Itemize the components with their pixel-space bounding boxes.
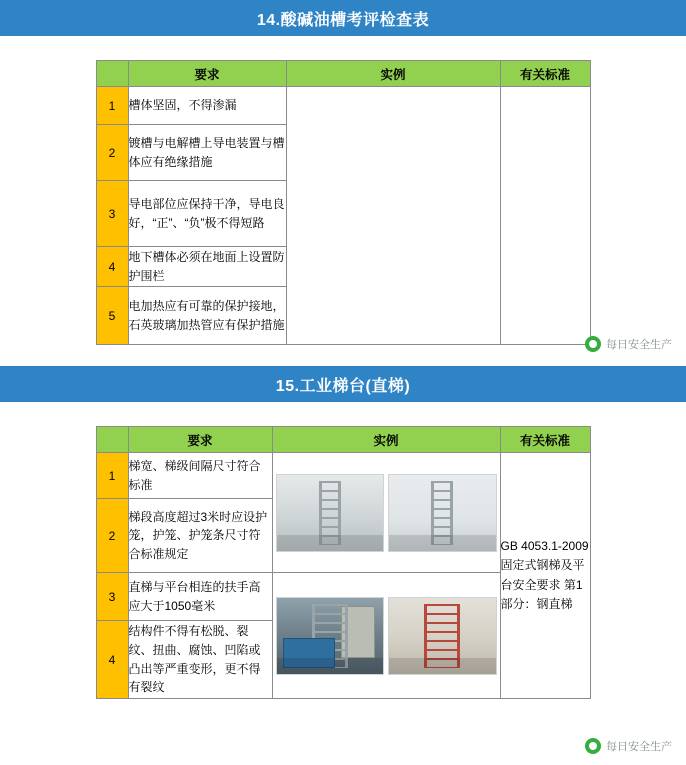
standard-cell-14	[500, 87, 590, 345]
section-title: 14.酸碱油槽考评检查表	[256, 11, 430, 29]
checklist-table-15	[96, 426, 591, 699]
column-header-standard: 有关标准	[500, 61, 590, 87]
photo-grid-top	[273, 471, 500, 555]
section-title: 15.工业梯台(直梯)	[275, 377, 411, 395]
column-header-requirement: 要求	[128, 427, 272, 453]
row-requirement: 电加热应有可靠的保护接地，石英玻璃加热管应有保护措施	[128, 287, 286, 345]
row-index: 2	[96, 125, 128, 181]
brand-logo-icon	[585, 336, 601, 352]
column-header-index	[96, 61, 128, 87]
row-index: 5	[96, 287, 128, 345]
photo-caption	[279, 663, 335, 673]
row-requirement: 槽体坚固，不得渗漏	[128, 87, 286, 125]
row-index: 1	[96, 453, 128, 499]
photo-ladder-equipment	[276, 597, 385, 675]
column-header-standard: 有关标准	[500, 427, 590, 453]
watermark-14	[585, 336, 672, 352]
example-cell-14	[286, 87, 500, 345]
row-index: 3	[96, 181, 128, 247]
column-header-requirement: 要求	[128, 61, 286, 87]
standard-cell-15: GB 4053.1-2009 固定式钢梯及平台安全要求 第1部分：钢直梯	[500, 453, 590, 699]
watermark-label: 每日安全生产	[606, 741, 672, 753]
photo-caption	[391, 663, 447, 673]
table-row	[96, 87, 590, 125]
checklist-table-14	[96, 60, 591, 345]
table-header-row	[96, 427, 590, 453]
photo-grid-bottom	[273, 594, 500, 678]
row-index: 4	[96, 247, 128, 287]
row-requirement: 梯段高度超过3米时应设护笼，护笼、护笼条尺寸符合标准规定	[128, 499, 272, 573]
row-requirement: 地下槽体必须在地面上设置防护围栏	[128, 247, 286, 287]
row-requirement: 结构件不得有松脱、裂纹、扭曲、腐蚀、凹陷或凸出等严重变形，更不得有裂纹	[128, 621, 272, 699]
table-header-row	[96, 61, 590, 87]
photo-caption	[391, 540, 442, 550]
photo-caption	[279, 540, 330, 550]
column-header-example: 实例	[286, 61, 500, 87]
brand-logo-icon	[585, 738, 601, 754]
row-requirement: 直梯与平台相连的扶手高应大于1050毫米	[128, 573, 272, 621]
column-header-example: 实例	[272, 427, 500, 453]
row-requirement: 镀槽与电解槽上导电装置与槽体应有绝缘措施	[128, 125, 286, 181]
watermark-15	[585, 738, 672, 754]
table-row	[96, 453, 590, 499]
photo-ladder-wall	[276, 474, 385, 552]
photo-ladder-indoor	[388, 474, 497, 552]
row-index: 4	[96, 621, 128, 699]
example-cell-photos-top	[272, 453, 500, 573]
row-requirement: 梯宽、梯级间隔尺寸符合标准	[128, 453, 272, 499]
example-cell-photos-bottom	[272, 573, 500, 699]
column-header-index	[96, 427, 128, 453]
row-requirement: 导电部位应保持干净，导电良好，“正”、“负”极不得短路	[128, 181, 286, 247]
row-index: 2	[96, 499, 128, 573]
section-header-14	[0, 0, 686, 36]
row-index: 1	[96, 87, 128, 125]
row-index: 3	[96, 573, 128, 621]
section-body-14	[0, 36, 686, 366]
watermark-label: 每日安全生产	[606, 339, 672, 351]
photo-ladder-cage-red	[388, 597, 497, 675]
section-body-15	[0, 402, 686, 762]
section-header-15	[0, 366, 686, 402]
